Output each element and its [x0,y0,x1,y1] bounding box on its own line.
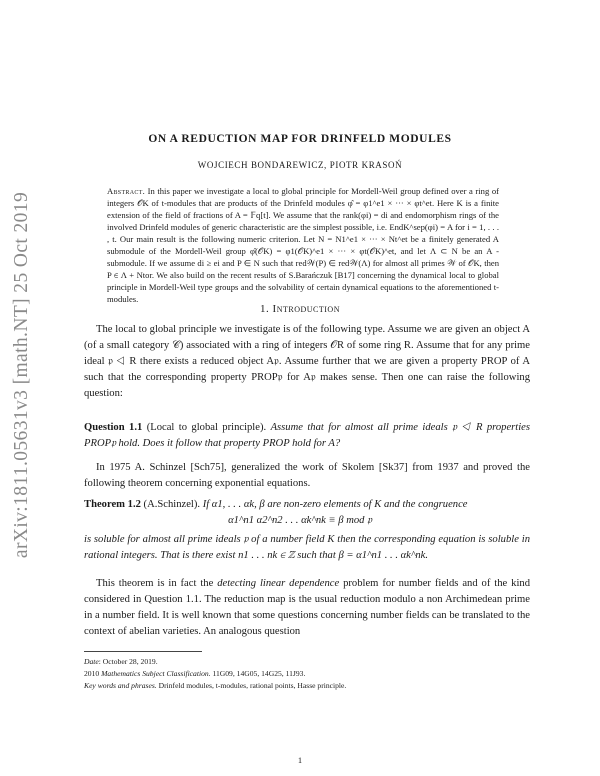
date-value: : October 28, 2019. [98,657,158,666]
schinzel-text: In 1975 A. Schinzel [Sch75], generalized the work of Skolem [Sk37] from 1937 and proved the following theorem concerning exponential equations. [84,462,530,490]
arxiv-stamp [2,140,42,610]
footnote-rule [84,651,202,652]
intro-text: The local to global principle we investigate is of the following type. Assume we are given an object A (of a small category 𝒞) associated with a ring of integers 𝒪R of some ring R. Assume that for any prime ideal 𝔭 ◁ R there exists a reduced object A𝔭. Assume further that we are given a property PROP of A such that the corresponding property PROP𝔭 for A𝔭 makes sense. Then one can raise the following question: [84,324,530,400]
schinzel-paragraph [84,460,530,492]
arxiv-id: arXiv:1811.05631v3 [math.NT] 25 Oct 2019 [11,191,32,559]
closing-emph: detecting linear dependence [217,578,340,589]
theorem-text-2: is soluble for almost all prime ideals 𝔭 of a number field K then the corresponding equation is soluble in rational integers. That is there exist n1 . . . nk ∈ ℤ such that β = α1^n1 . . . αk^nk. [84,534,530,562]
keywords-label: Key words and phrases. [84,680,157,690]
section-heading: 1. Introduction [260,303,340,315]
date-label: Date [84,657,99,666]
abstract-text: In this paper we investigate a local to global principle for Mordell-Weil group defined over a ring of integers 𝒪K of t-modules that are products of the Drinfeld modules φ̂ = φ1^e1 × ··· × φt^et. Here K is a finite extension of the field of fractions of A = 𝔽q[t]. We assume that the rank(φi) = di and endomorphism rings of the involved Drinfeld modules of generic characteristic are the simplest possible, i.e. EndK^sep(φi) = A for i = 1, . . . , t. Our main result is the following numeric criterion. Let N = N1^e1 × ··· × Nt^et be a finitely generated A submodule of the Mordell-Weil group φ̂(𝒪K) = φ1(𝒪K)^e1 × ··· × φt(𝒪K)^et, and let Λ ⊂ N be an A - submodule. If we assume di ≥ ei and P ∈ N such that red𝒲(P) ∈ red𝒲(Λ) for almost all primes 𝒲 of 𝒪K, then P ∈ Λ + Ntor. We also build on the recent results of S.Barańczuk [B17] concerning the dynamical local to global principle in Mordell-Weil type groups and the solvability of certain dynamical equations to the aforementioned t-modules. [107,186,499,304]
paper-title: ON A REDUCTION MAP FOR DRINFELD MODULES [148,133,452,145]
question-label: Question 1.1 [84,422,143,433]
theorem-label: Theorem 1.2 [84,499,141,510]
keywords-value: Drinfeld modules, t-modules, rational points, Hasse principle. [156,680,347,690]
theorem-text-1: If α1, . . . αk, β are non-zero elements of K and the congruence [202,499,468,510]
theorem-block [84,497,530,513]
footnotes [84,656,530,691]
msc-label: Mathematics Subject Classification. [101,668,211,678]
theorem-name: (A.Schinzel). [143,499,201,510]
paper-authors: WOJCIECH BONDAREWICZ, PIOTR KRASOŃ [197,160,403,170]
theorem-equation: α1^n1 α2^n2 . . . αk^nk ≡ β mod 𝔭 [228,515,372,526]
page-number: 1 [297,755,303,765]
abstract-label: Abstract. [107,186,146,196]
closing-pre: This theorem is in fact the [96,578,218,589]
question-name: (Local to global principle). [146,422,267,433]
closing-post: problem for number fields and of the kind considered in Question 1.1. The reduction map is the usual reduction modulo a non Archimedean prime in a number field. It is well known that some questions concerning number fields can be translated to the context of abelian varieties. An analogous question [84,578,530,638]
msc-pre: 2010 [84,668,102,678]
closing-paragraph [84,576,530,640]
question-block [84,420,530,452]
abstract [107,186,499,306]
intro-paragraph [84,322,530,402]
question-text: Assume that for almost all prime ideals 𝔭 ◁ R properties PROP𝔭 hold. Does it follow that property PROP hold for A? [84,422,531,450]
msc-value: 11G09, 14G05, 14G25, 11J93. [210,668,306,678]
